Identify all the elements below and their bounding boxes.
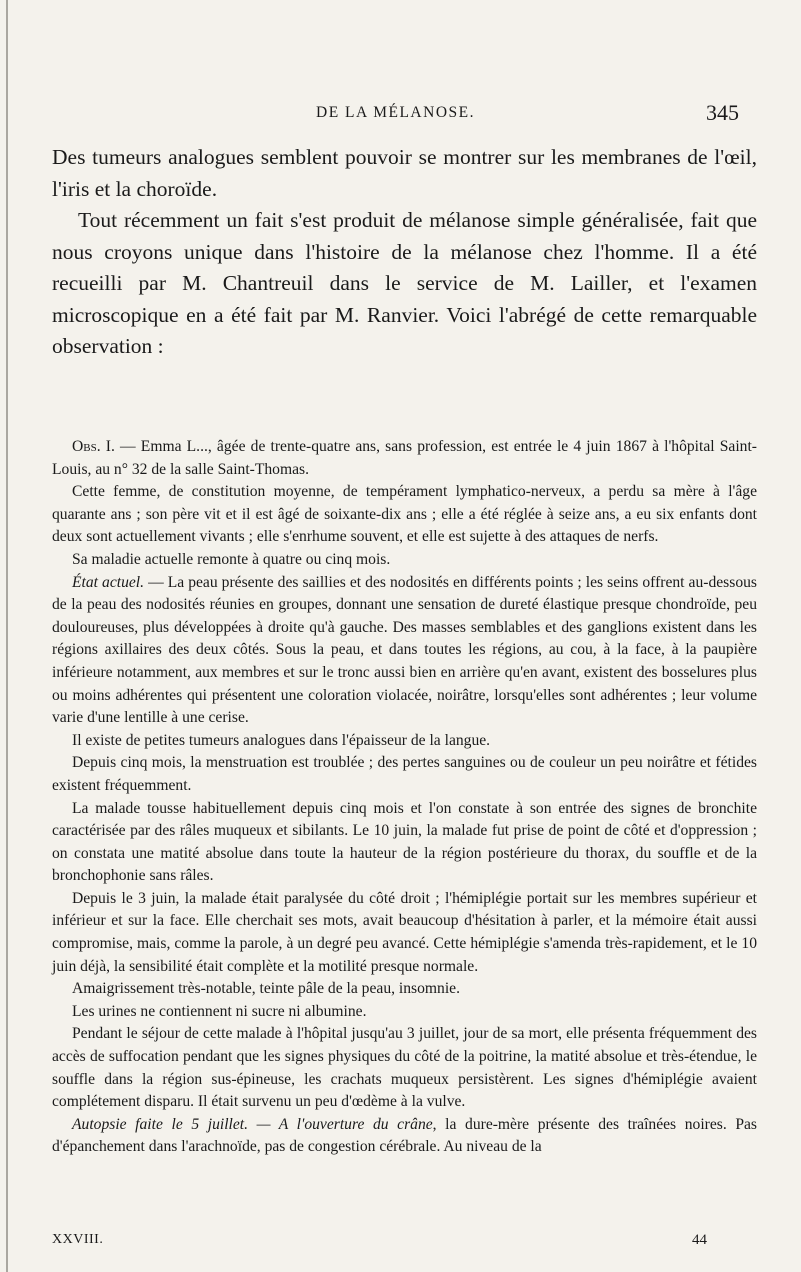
- page-number: 345: [706, 100, 739, 125]
- obs-paragraph-11: Pendant le séjour de cette malade à l'hôpital jusqu'au 3 juillet, jour de sa mort, elle présenta fréquemment des accès de suffocation pendant que les signes physiques du côté de la poitrine, la matité absolue et très-étendue, le souffle dans la région sus-épineuse, les crachats muqueux persistèrent. Les signes d'hémiplégie avaient complétement disparu. Il était survenu un peu d'œdème à la vulve.: [52, 1025, 757, 1111]
- obs-paragraph-9: Amaigrissement très-notable, teinte pâle de la peau, insomnie.: [72, 980, 460, 998]
- etat-actuel-label: État actuel.: [72, 573, 145, 591]
- obs-paragraph-6: Depuis cinq mois, la menstruation est troublée ; des pertes sanguines ou de couleur un peu noirâtre et fétides existent fréquemment.: [52, 754, 757, 794]
- intro-text: [52, 142, 757, 363]
- obs-paragraph-3: Sa maladie actuelle remonte à quatre ou cinq mois.: [72, 550, 391, 568]
- running-title: DE LA MÉLANOSE.: [316, 104, 475, 121]
- obs-paragraph-4: [52, 572, 757, 730]
- sheet-number: 44: [692, 1232, 707, 1248]
- obs-paragraph-10: Les urines ne contiennent ni sucre ni albumine.: [72, 1002, 367, 1020]
- binding-edge: [6, 0, 8, 1272]
- intro-paragraph-1: Des tumeurs analogues semblent pouvoir se montrer sur les membranes de l'œil, l'iris et la choroïde.: [52, 145, 757, 201]
- obs-paragraph-12: [52, 1114, 757, 1159]
- obs-paragraph-4-text: — La peau présente des saillies et des nodosités en différents points ; les seins offrent au-dessous de la peau des nodosités réunies en groupes, donnant une sensation de dureté élastique presque chondroïde, peu douloureuses, plus développées à droite qu'à gauche. Des masses semblables et des ganglions existent dans les régions axillaires des deux côtés. Sous la peau, et dans toutes les régions, au cou, à la face, à la paupière inférieure notamment, aux membres et sur le tronc aussi bien en arrière qu'en avant, existent des bosselures plus ou moins adhérentes qui présentent une coloration violacée, noirâtre, lorsqu'elles sont adhérentes ; leur volume varie d'une lentille à une cerise.: [52, 573, 757, 727]
- obs-paragraph-8: Depuis le 3 juin, la malade était paralysée du côté droit ; l'hémiplégie portait sur les membres supérieur et inférieur et sur la face. Elle cherchait ses mots, avait beaucoup d'hésitation à parler, et la mémoire était aussi compromise, mais, comme la parole, à un degré peu avancé. Cette hémiplégie s'amenda très-rapidement, et le 10 juin déjà, la sensibilité était complète et la motilité presque normale.: [52, 889, 757, 975]
- obs-paragraph-1-text: — Emma L..., âgée de trente-quatre ans, sans profession, est entrée le 4 juin 1867 à l'hôpital Saint-Louis, au n° 32 de la salle Saint-Thomas.: [52, 438, 758, 478]
- obs-paragraph-7: La malade tousse habituellement depuis cinq mois et l'on constate à son entrée des signes de bronchite caractérisée par des râles muqueux et sibilants. Le 10 juin, la malade fut prise de point de côté et d'oppression ; on constata une matité absolue dans toute la hauteur de la région postérieure du thorax, du souffle et de la bronchophonie sans râles.: [52, 799, 757, 885]
- obs-label: Obs. I.: [72, 438, 115, 455]
- page-footer: [52, 1232, 757, 1252]
- signature-mark: XXVIII.: [52, 1232, 104, 1247]
- observation-text: [52, 436, 757, 1159]
- obs-paragraph-1: [52, 436, 757, 481]
- intro-paragraph-2: Tout récemment un fait s'est produit de mélanose simple généralisée, fait que nous croyons unique dans l'histoire de la mélanose chez l'homme. Il a été recueilli par M. Chantreuil dans le service de M. Lailler, et l'examen microscopique en a été fait par M. Ranvier. Voici l'abrégé de cette remarquable observation :: [52, 208, 757, 358]
- obs-paragraph-5: Il existe de petites tumeurs analogues dans l'épaisseur de la langue.: [72, 731, 491, 749]
- page-header: [52, 100, 739, 130]
- obs-paragraph-12-text: , la dure-mère présente des traînées noires. Pas d'épanchement dans l'arachnoïde, pas de congestion cérébrale. Au niveau de la: [52, 1115, 757, 1156]
- autopsie-label: Autopsie faite le 5 juillet. — A l'ouverture du crâne: [72, 1115, 433, 1133]
- obs-paragraph-2: Cette femme, de constitution moyenne, de tempérament lymphatico-nerveux, a perdu sa mère à l'âge quarante ans ; son père vit et il est âgé de soixante-dix ans ; elle a été réglée à seize ans, a eu six enfants dont deux sont actuellement vivants ; elle s'enrhume souvent, et elle est sujette à des attaques de nerfs.: [52, 483, 757, 546]
